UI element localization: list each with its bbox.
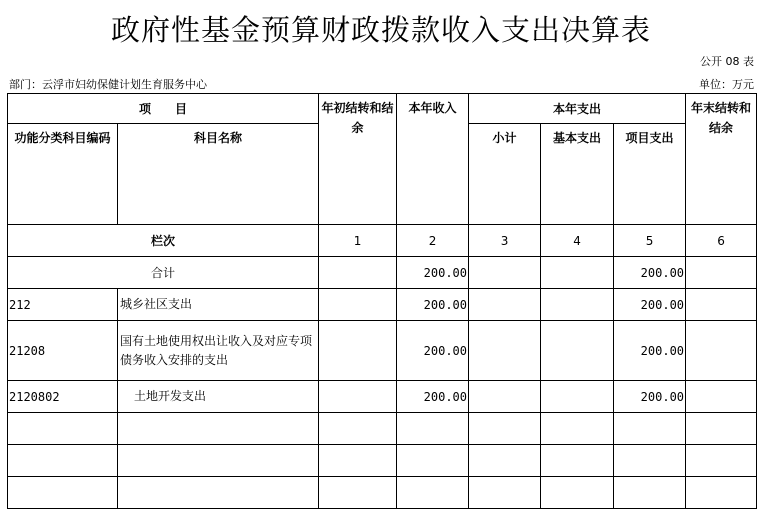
row-project-expenditure: 200.00 [614, 381, 686, 413]
row-project-expenditure: 200.00 [614, 289, 686, 321]
empty-row [8, 445, 757, 477]
header-code: 功能分类科目编码 [8, 124, 118, 225]
empty-cell [541, 445, 614, 477]
empty-cell [8, 445, 118, 477]
empty-cell [541, 413, 614, 445]
row-subtotal [469, 289, 541, 321]
header-current-expenditure: 本年支出 [469, 94, 686, 124]
header-beginning-balance: 年初结转和结余 [319, 94, 397, 225]
total-ending-balance [686, 257, 757, 289]
table-row [8, 321, 757, 381]
total-row [8, 257, 757, 289]
row-subtotal [469, 321, 541, 381]
empty-cell [614, 445, 686, 477]
row-code: 212 [8, 289, 118, 321]
report-title: 政府性基金预算财政拨款收入支出决算表 [110, 13, 651, 47]
total-current-income: 200.00 [397, 257, 469, 289]
empty-cell [8, 477, 118, 509]
department-label: 部门：云浮市妇幼保健计划生育服务中心 [9, 78, 207, 91]
empty-cell [118, 413, 319, 445]
empty-row [8, 477, 757, 509]
row-subtotal [469, 381, 541, 413]
row-current-income: 200.00 [397, 289, 469, 321]
column-index-label: 栏次 [8, 225, 319, 257]
row-ending-balance [686, 321, 757, 381]
empty-cell [614, 477, 686, 509]
empty-cell [319, 445, 397, 477]
row-basic-expenditure [541, 289, 614, 321]
header-basic-expenditure: 基本支出 [541, 124, 614, 225]
column-index-row [8, 225, 757, 257]
empty-cell [541, 477, 614, 509]
total-label: 合计 [8, 257, 319, 289]
row-current-income: 200.00 [397, 321, 469, 381]
header-ending-balance: 年末结转和结余 [686, 94, 757, 225]
column-number: 4 [541, 225, 614, 257]
column-number: 3 [469, 225, 541, 257]
row-basic-expenditure [541, 381, 614, 413]
row-code: 2120802 [8, 381, 118, 413]
empty-row [8, 413, 757, 445]
row-name: 城乡社区支出 [118, 289, 319, 321]
total-project-expenditure: 200.00 [614, 257, 686, 289]
total-beginning-balance [319, 257, 397, 289]
column-number: 6 [686, 225, 757, 257]
table-row [8, 381, 757, 413]
header-subject-name: 科目名称 [118, 124, 319, 225]
empty-cell [8, 413, 118, 445]
row-name: 国有土地使用权出让收入及对应专项债务收入安排的支出 [118, 321, 319, 381]
empty-cell [397, 445, 469, 477]
row-beginning-balance [319, 289, 397, 321]
empty-cell [686, 413, 757, 445]
header-subtotal: 小计 [469, 124, 541, 225]
empty-cell [397, 477, 469, 509]
empty-cell [319, 413, 397, 445]
row-ending-balance [686, 381, 757, 413]
budget-table [7, 93, 757, 509]
header-item: 项 目 [8, 94, 319, 124]
row-ending-balance [686, 289, 757, 321]
row-project-expenditure: 200.00 [614, 321, 686, 381]
empty-cell [469, 477, 541, 509]
header-project-expenditure: 项目支出 [614, 124, 686, 225]
total-basic-expenditure [541, 257, 614, 289]
header-row-1 [8, 94, 757, 124]
row-basic-expenditure [541, 321, 614, 381]
column-number: 5 [614, 225, 686, 257]
empty-cell [397, 413, 469, 445]
form-number: 公开 08 表 [700, 55, 754, 68]
empty-cell [614, 413, 686, 445]
row-beginning-balance [319, 321, 397, 381]
table-row [8, 289, 757, 321]
empty-cell [469, 445, 541, 477]
empty-cell [686, 445, 757, 477]
empty-cell [118, 445, 319, 477]
empty-cell [469, 413, 541, 445]
empty-cell [686, 477, 757, 509]
empty-cell [118, 477, 319, 509]
header-current-income: 本年收入 [397, 94, 469, 225]
column-number: 1 [319, 225, 397, 257]
column-number: 2 [397, 225, 469, 257]
unit-label: 单位：万元 [699, 78, 754, 91]
total-subtotal [469, 257, 541, 289]
row-name: 土地开发支出 [118, 381, 319, 413]
row-current-income: 200.00 [397, 381, 469, 413]
row-code: 21208 [8, 321, 118, 381]
row-beginning-balance [319, 381, 397, 413]
empty-cell [319, 477, 397, 509]
